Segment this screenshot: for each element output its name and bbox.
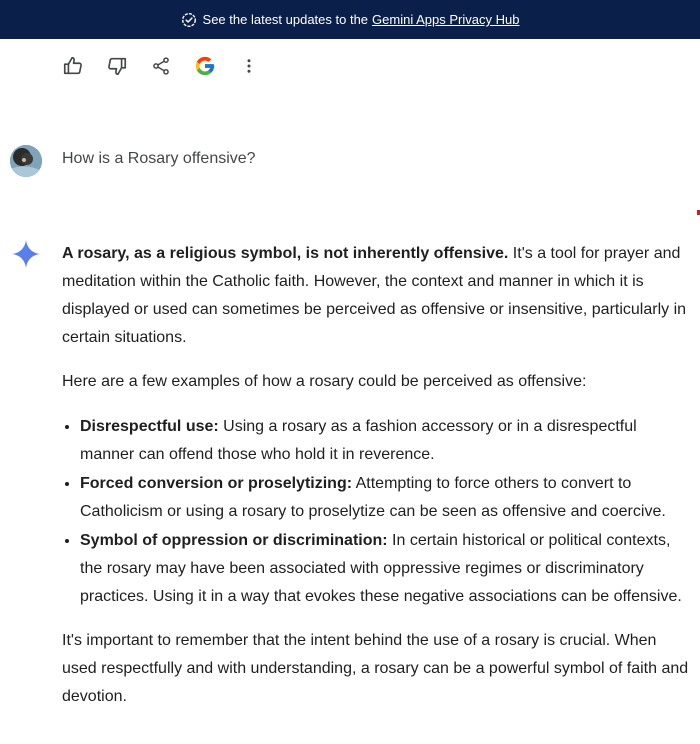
thumbs-down-icon <box>106 55 128 82</box>
verified-check-icon <box>181 12 197 28</box>
privacy-hub-link[interactable]: Gemini Apps Privacy Hub <box>372 12 520 27</box>
more-vert-icon <box>240 57 258 80</box>
google-icon <box>194 55 216 82</box>
more-options-button[interactable] <box>236 55 262 81</box>
share-button[interactable] <box>148 55 174 81</box>
bullet-text: In certain historical or political contexts, the rosary may have been associated with oppressive regimes or discriminatory practices. Using it in a way that evokes these negative associations can be offensive. <box>80 532 682 605</box>
bullet-title: Disrespectful use: <box>80 418 219 435</box>
list-item <box>80 469 692 526</box>
intro-text: It's a tool for prayer and meditation within the Catholic faith. However, the context and manner in which it is displayed or used can sometimes be perceived as offensive or insensitive, particularly in certain situations. <box>62 245 687 346</box>
response-conclusion: It's important to remember that the intent behind the use of a rosary is crucial. When used respectfully and with understanding, a rosary can be a powerful symbol of faith and devotion. <box>62 632 689 705</box>
banner-text: See the latest updates to the <box>202 12 369 27</box>
avatar[interactable] <box>10 145 42 177</box>
thumbs-up-button[interactable] <box>60 55 86 81</box>
list-item <box>80 526 692 611</box>
response-actions-toolbar <box>60 55 280 81</box>
user-message-row <box>10 145 42 177</box>
share-icon <box>151 56 171 81</box>
list-item <box>80 412 692 469</box>
bullet-title: Symbol of oppression or discrimination: <box>80 532 388 549</box>
gemini-response <box>62 240 692 727</box>
thumbs-down-button[interactable] <box>104 55 130 81</box>
gemini-sparkle-icon <box>10 238 42 270</box>
intro-bold-text: A rosary, as a religious symbol, is not inherently offensive. <box>62 245 509 262</box>
response-intro <box>62 240 692 352</box>
bullet-text: Attempting to force others to convert to Catholicism or using a rosary to proselytize can be seen as offensive and coercive. <box>80 475 666 520</box>
user-query-text: How is a Rosary offensive? <box>62 150 256 167</box>
examples-lead: Here are a few examples of how a rosary could be perceived as offensive: <box>62 373 587 390</box>
bullet-title: Forced conversion or proselytizing: <box>80 475 353 492</box>
examples-list <box>62 412 692 611</box>
bullet-text: Using a rosary as a fashion accessory or in a disrespectful manner can offend those who hold it in reverence. <box>80 418 637 463</box>
double-check-button[interactable] <box>192 55 218 81</box>
privacy-banner <box>0 0 700 39</box>
thumbs-up-icon <box>62 55 84 82</box>
